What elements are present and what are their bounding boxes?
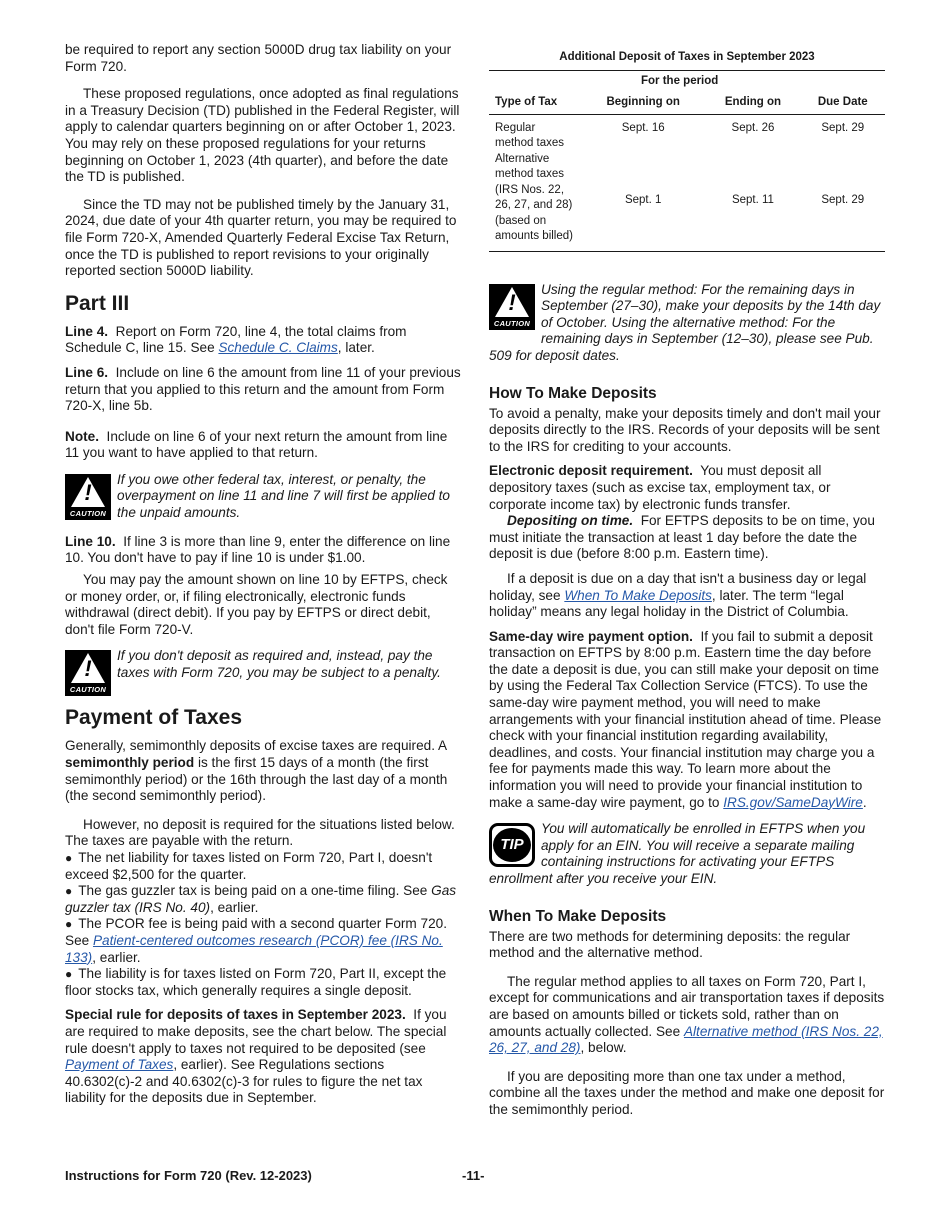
table-cell: Regular method taxes <box>495 121 565 150</box>
period-header: For the period <box>641 74 719 87</box>
paragraph: There are two methods for determining deposits: the regular method and the alternative method. <box>489 928 851 961</box>
table-cell: Sept. 26 <box>731 121 775 134</box>
depositing-on-time-paragraph: Depositing on time. For EFTPS deposits to be on time, you must initiate the transaction at least 1 day before the date the deposit is due (before 8:00 p.m. Eastern time). <box>489 513 875 562</box>
schedule-c-claims-link[interactable]: Schedule C. Claims <box>218 340 338 356</box>
list-item: ● The PCOR fee is being paid with a second quarter Form 720. See Patient-centered outcomes research (PCOR) fee (IRS No. 133), earlier. <box>65 916 447 965</box>
table-cell: Sept. 29 <box>821 121 865 134</box>
line10-label: Line 10. <box>65 533 116 549</box>
payment-of-taxes-link[interactable]: Payment of Taxes <box>65 1057 174 1073</box>
line6-label: Line 6. <box>65 364 109 380</box>
same-day-wire-paragraph: Same-day wire payment option. If you fail to submit a deposit transaction on EFTPS by 8:00 p.m. Eastern time the day before the date a deposit is due, you can still make your deposit on time by using the Federal Tax Collection Service (FTCS). To use the same-day wire payment method, you will need to make arrangements with your financial institution ahead of time. Please check with your financial institution regarding availability, deadlines, and costs. Your financial institution may charge you a fee for payments made this way. To learn more about the information you will need to provide your financial institution to make a same-day wire payment, go to IRS.gov/SameDayWire. <box>489 628 882 810</box>
pcor-fee-link[interactable]: Patient-centered outcomes research (PCOR) fee (IRS No. 133) <box>65 932 443 965</box>
deposit-table <box>489 70 885 252</box>
note-text: Include on line 6 of your next return the amount from line 11 you want to have applied to that return. <box>65 428 448 461</box>
table-cell: Sept. 11 <box>731 194 774 207</box>
footer-page-number: -11- <box>462 1168 485 1183</box>
part-iii-heading: Part III <box>65 291 130 315</box>
table-row <box>489 152 885 252</box>
note-paragraph <box>65 429 461 462</box>
footer-form-title: Instructions for Form 720 (Rev. 12-2023) <box>65 1168 312 1183</box>
right-column <box>489 49 885 1119</box>
when-to-make-deposits-heading: When To Make Deposits <box>489 907 667 925</box>
paragraph: If you are depositing more than one tax under a method, combine all the taxes under the method and make one deposit for the semimonthly period. <box>489 1068 885 1117</box>
electronic-deposit-paragraph: Electronic deposit requirement. You must deposit all depository taxes (such as excise tax, employment tax, or corporate income tax) by electronic funds transfer. <box>489 463 831 512</box>
paragraph: Generally, semimonthly deposits of excise taxes are required. A semimonthly period is the first 15 days of a month (the first semimonthly period) or the 16th through the last day of a month (the second semimonthly period). <box>65 738 448 804</box>
legal-holiday-paragraph: If a deposit is due on a day that isn't a business day or legal holiday, see When To Make Deposits, later. The term “legal holiday” means any legal holiday in the District of Columbia. <box>489 570 867 620</box>
line4-text: Report on Form 720, line 4, the total claims from Schedule C, line 15. See <box>65 323 407 356</box>
paragraph: These proposed regulations, once adopted as final regulations in a Treasury Decision (TD) published in the Federal Register, will apply to calendar quarters beginning on or after October 1, 2023. You may rely on these proposed regulations for your returns beginning on October 1, 2023 (4th quarter), and before the date the TD is published. <box>65 86 460 185</box>
line6-text: Include on line 6 the amount from line 11 of your previous return that you applied to this return and the amount from Form 720-X, line 5b. <box>65 364 461 414</box>
tip-text: You will automatically be enrolled in EFTPS when you apply for an EIN. You will receive a separate mailing containing instructions for activating your EFTPS enrollment after you receive your EIN. <box>489 821 866 886</box>
semimonthly-period-term: semimonthly period <box>65 755 195 771</box>
depositing-on-time-label: Depositing on time. <box>507 513 634 529</box>
paragraph: be required to report any section 5000D drug tax liability on your Form 720. <box>65 42 452 74</box>
line10-paragraph <box>65 534 461 567</box>
paragraph: Since the TD may not be published timely by the January 31, 2024, due date of your 4th quarter return, you may be required to file Form 720-X, Amended Quarterly Federal Excise Tax Return, once the TD is published to report revisions to your originally reported section 5000D liability. <box>65 196 457 279</box>
left-column <box>65 42 461 1107</box>
tip-note <box>489 821 885 887</box>
list-item: ● The liability is for taxes listed on Form 720, Part II, except the floor stocks tax, which generally requires a single deposit. <box>65 966 447 998</box>
line6-paragraph <box>65 365 461 415</box>
line4-end: , later. <box>337 340 375 356</box>
caution-icon: ! CAUTION <box>489 284 535 330</box>
note-label: Note. <box>65 428 99 444</box>
caution-icon: ! CAUTION <box>65 650 111 696</box>
column-header: Type of Tax <box>495 96 558 109</box>
table-cell: Alternative method taxes (IRS Nos. 22, 26, 27, and 28) (based on amounts billed) <box>495 152 573 243</box>
table-cell: Sept. 1 <box>624 194 662 207</box>
list-item: ● The net liability for taxes listed on Form 720, Part I, doesn't exceed $2,500 for the quarter. <box>65 850 433 882</box>
line4-paragraph <box>65 324 461 357</box>
electronic-deposit-label: Electronic deposit requirement. <box>489 463 693 479</box>
line4-label: Line 4. <box>65 323 109 339</box>
paragraph: To avoid a penalty, make your deposits timely and don't mail your deposits directly to the IRS. Records of your deposits will be sent to the IRS for crediting to your accounts. <box>489 405 881 454</box>
tip-icon: TIP <box>489 823 535 867</box>
column-header: Due Date <box>817 96 868 109</box>
payment-of-taxes-heading: Payment of Taxes <box>65 706 243 730</box>
column-header: Ending on <box>724 96 782 109</box>
alternative-method-link[interactable]: Alternative method (IRS Nos. 22, 26, 27, and 28) <box>489 1023 883 1056</box>
caution-text: If you don't deposit as required and, instead, pay the taxes with Form 720, you may be subject to a penalty. <box>117 648 441 681</box>
special-rule-label: Special rule for deposits of taxes in September 2023. <box>65 1007 406 1023</box>
table-title: Additional Deposit of Taxes in September 2023 <box>559 51 815 63</box>
line10-text: If line 3 is more than line 9, enter the difference on line 10. You don't have to pay if line 10 is under $1.00. <box>65 533 451 566</box>
caution-icon: ! CAUTION <box>65 474 111 520</box>
column-header: Beginning on <box>606 96 680 109</box>
same-day-wire-link[interactable]: IRS.gov/SameDayWire <box>723 794 863 810</box>
caution-note <box>65 648 461 696</box>
list-item: ● The gas guzzler tax is being paid on a one-time filing. See Gas guzzler tax (IRS No. 40), earlier. <box>65 883 457 915</box>
when-to-make-deposits-link[interactable]: When To Make Deposits <box>564 587 712 603</box>
caution-text: Using the regular method: For the remaining days in September (27–30), make your deposits by the 14th day of October. Using the alternative method: For the remaining days in September (12–30), please see Pub. 509 for deposit dates. <box>489 281 881 363</box>
table-cell: Sept. 16 <box>621 121 665 134</box>
how-to-make-deposits-heading: How To Make Deposits <box>489 384 657 402</box>
caution-note <box>489 282 885 365</box>
table-row <box>489 114 885 152</box>
caution-note <box>65 472 461 522</box>
paragraph: However, no deposit is required for the situations listed below. The taxes are payable with the return. <box>65 816 455 849</box>
table-cell: Sept. 29 <box>821 194 865 207</box>
paragraph: You may pay the amount shown on line 10 by EFTPS, check or money order, or, if filing electronically, electronic funds withdrawal (direct debit). If you pay by EFTPS or direct debit, don't file Form 720-V. <box>65 572 448 637</box>
paragraph: The regular method applies to all taxes on Form 720, Part I, except for communications and air transportation taxes if deposits are based on amounts billed or tickets sold, rather than on amounts actually collected. See Alternative method (IRS Nos. 22, 26, 27, and 28), below. <box>489 973 885 1056</box>
special-rule-paragraph: Special rule for deposits of taxes in September 2023. If you are required to make deposits, see the chart below. The special rule doesn't apply to taxes not required to be deposited (see Payment of Taxes, earlier). See Regulations sections 40.6302(c)-2 and 40.6302(c)-3 for rules to figure the net tax liability for the deposits due in September. <box>65 1007 447 1106</box>
caution-text: If you owe other federal tax, interest, or penalty, the overpayment on line 11 and line 7 will first be applied to the unpaid amounts. <box>117 471 450 521</box>
same-day-wire-label: Same-day wire payment option. <box>489 628 693 644</box>
